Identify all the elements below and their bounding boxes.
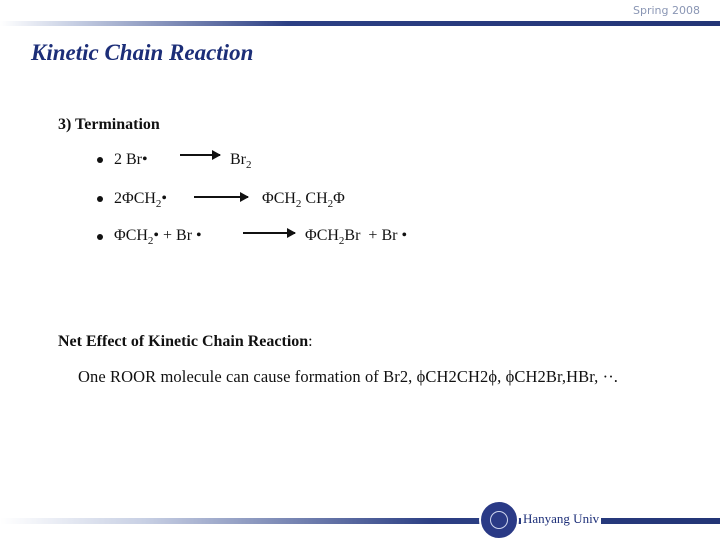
footer-institution: Hanyang Univ: [523, 511, 600, 526]
bullet-2: [97, 196, 103, 202]
reaction-arrow-1: [180, 154, 220, 156]
reaction-2-products: $\Phi CH_2$ $CH_2\Phi$: [262, 190, 345, 211]
reaction-1-products: $Br_2$: [230, 151, 252, 172]
reaction-3-reactants: $\Phi CH_2• + Br$ •: [114, 227, 202, 248]
section-heading: 3) Termination: [58, 116, 160, 133]
reaction-3-products: $\Phi CH_2Br + Br$ •: [305, 227, 408, 248]
university-seal-icon: [479, 500, 519, 540]
footer-rule: [0, 518, 720, 524]
slide-title: Kinetic Chain Reaction: [31, 40, 254, 65]
header-rule: [0, 21, 720, 26]
reaction-arrow-2: [194, 196, 248, 198]
bullet-3: [97, 234, 103, 240]
semester-label: Spring 2008: [633, 4, 700, 17]
reaction-arrow-3: [243, 232, 295, 234]
net-effect-text: One ROOR molecule can cause formation of Br2, ϕCH2CH2ϕ, ϕCH2Br,HBr, ··.: [78, 367, 619, 386]
bullet-1: [97, 157, 103, 163]
reaction-2-reactants: $2\Phi CH_2•$: [114, 190, 168, 211]
net-effect-heading: Net Effect of Kinetic Chain Reaction:: [58, 333, 313, 350]
reaction-1-reactants: 2 Br•: [114, 151, 148, 168]
